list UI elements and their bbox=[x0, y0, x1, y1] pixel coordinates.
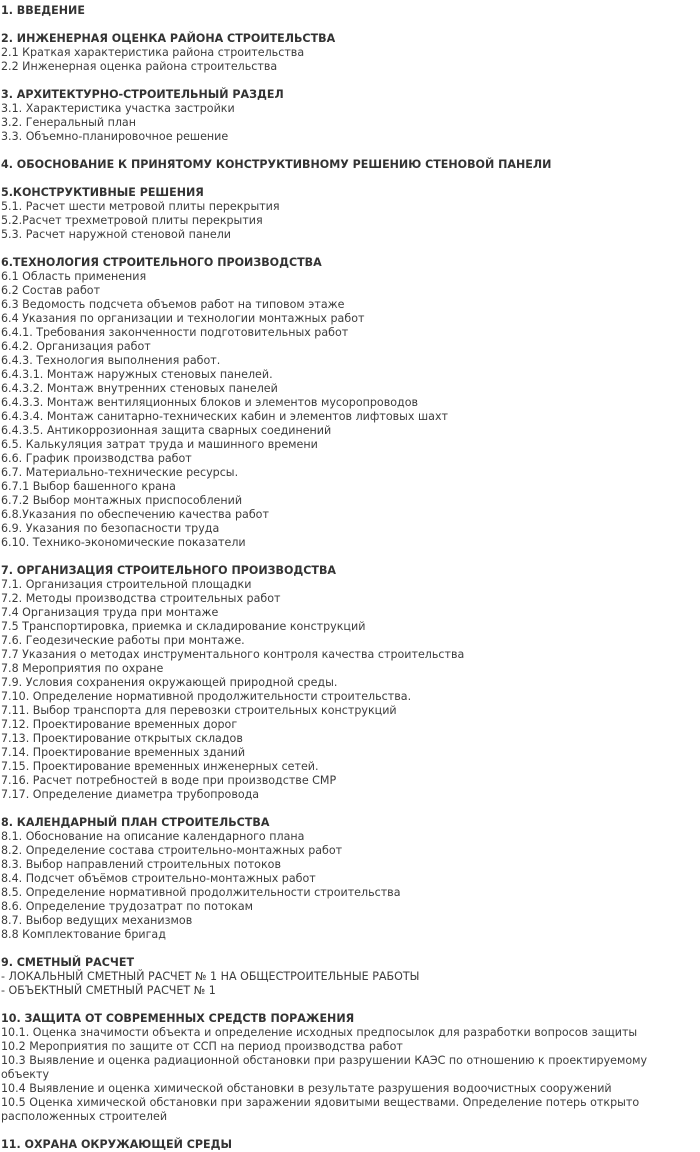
toc-item: 7.13. Проектирование открытых складов bbox=[1, 732, 243, 745]
toc-item: 8.6. Определение трудозатрат по потокам bbox=[1, 900, 254, 913]
toc-item: 5.2.Расчет трехметровой плиты перекрытия bbox=[1, 214, 263, 227]
toc-item: 7.7 Указания о методах инструментального контроля качества строительства bbox=[1, 648, 465, 661]
toc-item: 6.8.Указания по обеспечению качества работ bbox=[1, 508, 269, 521]
toc-item: 10.1. Оценка значимости объекта и определение исходных предпосылок для разработки вопросов защиты bbox=[1, 1026, 638, 1039]
toc-item: 5.3. Расчет наружной стеновой панели bbox=[1, 228, 232, 241]
toc-item: 6.9. Указания по безопасности труда bbox=[1, 522, 220, 535]
toc-item: - ЛОКАЛЬНЫЙ СМЕТНЫЙ РАСЧЕТ № 1 НА ОБЩЕСТРОИТЕЛЬНЫЕ РАБОТЫ bbox=[1, 970, 420, 983]
toc-item: 6.4.1. Требования законченности подготовительных работ bbox=[1, 326, 349, 339]
toc-item: 7.5 Транспортировка, приемка и складирование конструкций bbox=[1, 620, 366, 633]
toc-section bbox=[1, 1138, 700, 1152]
toc-item: 6.7. Материально-технические ресурсы. bbox=[1, 466, 239, 479]
section-heading: 7. ОРГАНИЗАЦИЯ СТРОИТЕЛЬНОГО ПРОИЗВОДСТВА bbox=[1, 564, 337, 577]
toc-item: 6.4.3. Технология выполнения работ. bbox=[1, 354, 221, 367]
toc-item: 7.4 Организация труда при монтаже bbox=[1, 606, 219, 619]
section-heading: 4. ОБОСНОВАНИЕ К ПРИНЯТОМУ КОНСТРУКТИВНОМУ РЕШЕНИЮ СТЕНОВОЙ ПАНЕЛИ bbox=[1, 158, 552, 171]
toc-item: 10.5 Оценка химической обстановки при заражении ядовитыми веществами. Определение потерь открыто расположенных строителей bbox=[1, 1096, 640, 1123]
toc-section bbox=[1, 158, 700, 172]
toc-item: 7.12. Проектирование временных дорог bbox=[1, 718, 238, 731]
toc-item: - ОБЪЕКТНЫЙ СМЕТНЫЙ РАСЧЕТ № 1 bbox=[1, 984, 216, 997]
section-heading: 1. ВВЕДЕНИЕ bbox=[1, 4, 85, 17]
section-heading: 2. ИНЖЕНЕРНАЯ ОЦЕНКА РАЙОНА СТРОИТЕЛЬСТВА bbox=[1, 32, 336, 45]
toc-item: 6.3 Ведомость подсчета объемов работ на типовом этаже bbox=[1, 298, 345, 311]
section-heading: 5.КОНСТРУКТИВНЫЕ РЕШЕНИЯ bbox=[1, 186, 204, 199]
toc-section bbox=[1, 88, 700, 144]
toc-item: 7.15. Проектирование временных инженерных сетей. bbox=[1, 760, 319, 773]
toc-section bbox=[1, 564, 700, 802]
toc-item: 7.16. Расчет потребностей в воде при производстве СМР bbox=[1, 774, 337, 787]
toc-item: 7.11. Выбор транспорта для перевозки строительных конструкций bbox=[1, 704, 397, 717]
toc-item: 10.2 Мероприятия по защите от ССП на период производства работ bbox=[1, 1040, 403, 1053]
toc-item: 6.7.2 Выбор монтажных приспособлений bbox=[1, 494, 243, 507]
toc-item: 7.17. Определение диаметра трубопровода bbox=[1, 788, 260, 801]
section-heading: 11. ОХРАНА ОКРУЖАЮЩЕЙ СРЕДЫ bbox=[1, 1138, 232, 1151]
toc-item: 8.8 Комплектование бригад bbox=[1, 928, 166, 941]
toc-item: 3.1. Характеристика участка застройки bbox=[1, 102, 235, 115]
toc-item: 6.7.1 Выбор башенного крана bbox=[1, 480, 176, 493]
toc-item: 3.3. Объемно-планировочное решение bbox=[1, 130, 229, 143]
toc-item: 7.6. Геодезические работы при монтаже. bbox=[1, 634, 245, 647]
toc-item: 6.1 Область применения bbox=[1, 270, 147, 283]
toc-item: 7.10. Определение нормативной продолжительности строительства. bbox=[1, 690, 412, 703]
toc-item: 6.4.3.5. Антикоррозионная защита сварных соединений bbox=[1, 424, 332, 437]
toc-item: 6.2 Состав работ bbox=[1, 284, 101, 297]
toc-item: 7.8 Мероприятия по охране bbox=[1, 662, 164, 675]
toc-item: 6.6. График производства работ bbox=[1, 452, 192, 465]
toc-item: 8.7. Выбор ведущих механизмов bbox=[1, 914, 193, 927]
toc-section bbox=[1, 256, 700, 550]
section-heading: 6.ТЕХНОЛОГИЯ СТРОИТЕЛЬНОГО ПРОИЗВОДСТВА bbox=[1, 256, 322, 269]
toc-item: 8.2. Определение состава строительно-монтажных работ bbox=[1, 844, 343, 857]
section-heading: 8. КАЛЕНДАРНЫЙ ПЛАН СТРОИТЕЛЬСТВА bbox=[1, 816, 270, 829]
toc-item: 2.2 Инженерная оценка района строительства bbox=[1, 60, 278, 73]
toc-item: 7.2. Методы производства строительных работ bbox=[1, 592, 281, 605]
toc-section bbox=[1, 4, 700, 18]
toc-item: 8.1. Обоснование на описание календарного плана bbox=[1, 830, 305, 843]
toc-item: 8.5. Определение нормативной продолжительности строительства bbox=[1, 886, 401, 899]
toc-item: 7.1. Организация строительной площадки bbox=[1, 578, 252, 591]
toc-item: 7.9. Условия сохранения окружающей природной среды. bbox=[1, 676, 338, 689]
toc-item: 6.4.3.1. Монтаж наружных стеновых панелей. bbox=[1, 368, 273, 381]
section-heading: 9. СМЕТНЫЙ РАСЧЕТ bbox=[1, 956, 135, 969]
toc-item: 5.1. Расчет шести метровой плиты перекрытия bbox=[1, 200, 280, 213]
toc-item: 6.4 Указания по организации и технологии монтажных работ bbox=[1, 312, 365, 325]
toc-item: 2.1 Краткая характеристика района строительства bbox=[1, 46, 305, 59]
toc-section bbox=[1, 32, 700, 74]
toc-item: 6.5. Калькуляция затрат труда и машинного времени bbox=[1, 438, 318, 451]
toc-item: 6.4.3.3. Монтаж вентиляционных блоков и элементов мусоропроводов bbox=[1, 396, 419, 409]
toc-section bbox=[1, 1012, 700, 1124]
toc-item: 6.10. Технико-экономические показатели bbox=[1, 536, 246, 549]
toc-item: 8.3. Выбор направлений строительных потоков bbox=[1, 858, 281, 871]
toc-section bbox=[1, 186, 700, 242]
toc-item: 6.4.2. Организация работ bbox=[1, 340, 151, 353]
toc-section bbox=[1, 956, 700, 998]
section-heading: 10. ЗАЩИТА ОТ СОВРЕМЕННЫХ СРЕДСТВ ПОРАЖЕНИЯ bbox=[1, 1012, 355, 1025]
toc-section bbox=[1, 816, 700, 942]
toc-item: 10.3 Выявление и оценка радиационной обстановки при разрушении КАЭС по отношению к проектируемому объекту bbox=[1, 1054, 648, 1081]
toc-item: 10.4 Выявление и оценка химической обстановки в результате разрушения водоочистных сооружений bbox=[1, 1082, 612, 1095]
toc-item: 6.4.3.2. Монтаж внутренних стеновых панелей bbox=[1, 382, 278, 395]
toc-item: 3.2. Генеральный план bbox=[1, 116, 136, 129]
section-heading: 3. АРХИТЕКТУРНО-СТРОИТЕЛЬНЫЙ РАЗДЕЛ bbox=[1, 88, 284, 101]
toc-item: 8.4. Подсчет объёмов строительно-монтажных работ bbox=[1, 872, 316, 885]
toc-item: 7.14. Проектирование временных зданий bbox=[1, 746, 246, 759]
toc-item: 6.4.3.4. Монтаж санитарно-технических кабин и элементов лифтовых шахт bbox=[1, 410, 448, 423]
